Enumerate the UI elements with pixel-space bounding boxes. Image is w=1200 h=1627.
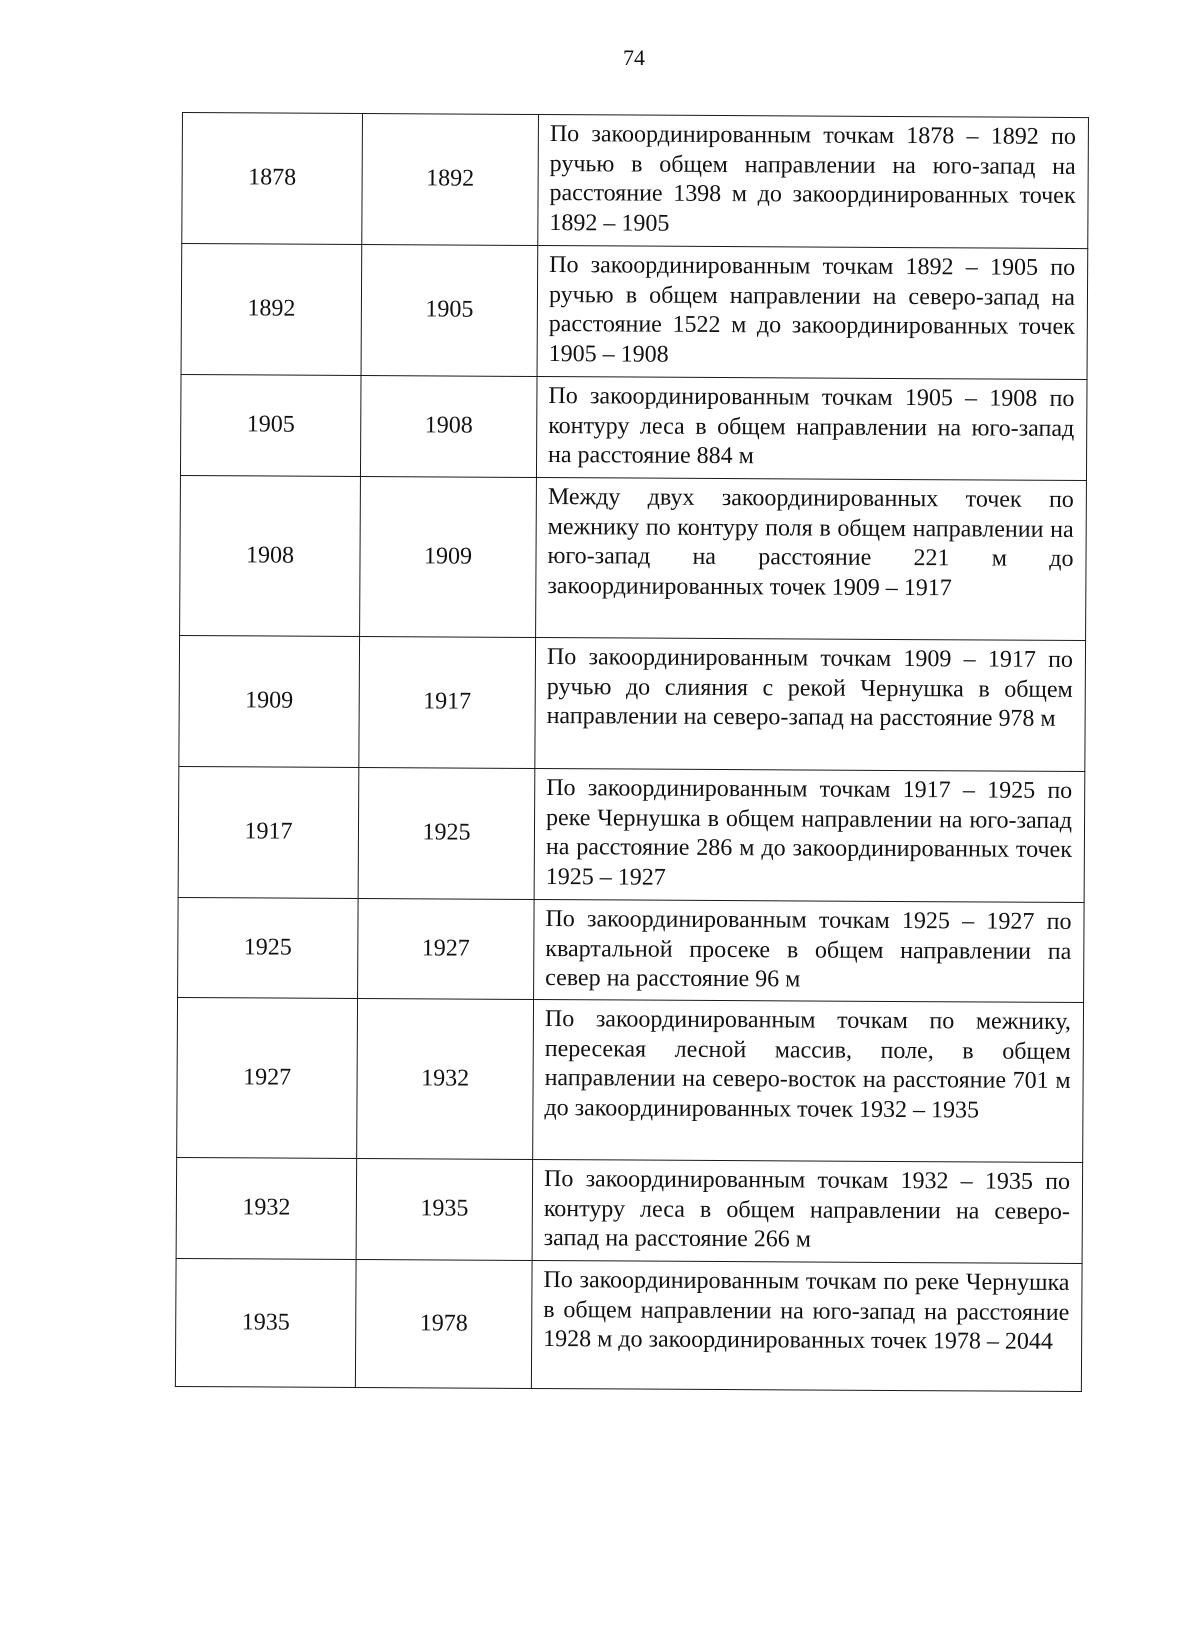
description-cell: По закоординированным точкам 1925 – 1927 по квартальной просеке в общем направлении па север на расстояние 96 м (534, 899, 1085, 1002)
point-to-cell: 1932 (357, 998, 534, 1159)
description-cell: По закоординированным точкам 1917 – 1925 по реке Чернушка в общем направлении на юго-запад на расстояние 286 м до закоординированных точек 1925 – 1927 (534, 768, 1085, 902)
description-cell: По закоординированным точкам 1878 – 1892 по ручью в общем направлении на юго-запад на расстояние 1398 м до закоординированных точек 1892 – 1905 (538, 114, 1089, 248)
point-to-cell: 1917 (359, 636, 536, 768)
point-to-cell: 1909 (360, 477, 537, 638)
description-cell: Между двух закоординированных точек по межнику по контуру поля в общем направлении на юго-запад на расстояние 221 м до закоординированных точек 1909 – 1917 (536, 477, 1087, 640)
table-row (180, 374, 1087, 480)
point-to-cell: 1978 (355, 1259, 532, 1388)
point-from-cell: 1925 (178, 897, 359, 998)
point-from-cell: 1905 (180, 374, 361, 476)
point-to-cell: 1927 (358, 898, 535, 999)
point-from-cell: 1909 (179, 635, 360, 767)
page-number: 74 (623, 45, 645, 70)
description-cell: По закоординированным точкам 1905 – 1908 по контуру леса в общем направлении на юго-запад на расстояние 884 м (536, 376, 1087, 480)
table-row (180, 475, 1087, 640)
point-from-cell: 1927 (177, 997, 358, 1158)
point-to-cell: 1935 (356, 1158, 533, 1260)
table-row (182, 113, 1089, 249)
description-cell: По закоординированным точкам 1909 – 1917 по ручью до слияния с рекой Чернушка в общем направлении на северо-запад на расстояние 978 м (535, 637, 1086, 771)
point-from-cell: 1935 (175, 1258, 356, 1387)
table-row (175, 1258, 1082, 1391)
point-to-cell: 1892 (362, 114, 539, 246)
description-cell: По закоординированным точкам 1892 – 1905 по ручью в общем направлении на северо-запад на расстояние 1522 м до закоординированных точек 1905 – 1908 (537, 245, 1088, 379)
point-from-cell: 1917 (178, 766, 359, 898)
point-to-cell: 1908 (360, 376, 537, 478)
table-row (176, 1157, 1083, 1263)
table-row (177, 997, 1084, 1162)
table-row (179, 635, 1086, 771)
point-from-cell: 1878 (182, 113, 363, 245)
point-from-cell: 1932 (176, 1157, 357, 1259)
description-cell: По закоординированным точкам по реке Чернушка в общем направлении на юго-запад на расстояние 1928 м до закоординированных точек 1978 – 2044 (531, 1260, 1082, 1391)
point-to-cell: 1925 (358, 767, 535, 899)
point-from-cell: 1892 (181, 244, 362, 376)
description-cell: По закоординированным точкам по межнику, пересекая лесной массив, поле, в общем направлении на северо-восток на расстояние 701 м до закоординированных точек 1932 – 1935 (533, 999, 1084, 1162)
description-cell: По закоординированным точкам 1932 – 1935 по контуру леса в общем направлении на северо-запад на расстояние 266 м (532, 1159, 1083, 1263)
table-row (178, 766, 1085, 902)
boundary-description-table (175, 112, 1089, 1392)
table-row (178, 897, 1085, 1002)
point-to-cell: 1905 (361, 245, 538, 377)
table-row (181, 244, 1088, 380)
point-from-cell: 1908 (180, 475, 361, 636)
